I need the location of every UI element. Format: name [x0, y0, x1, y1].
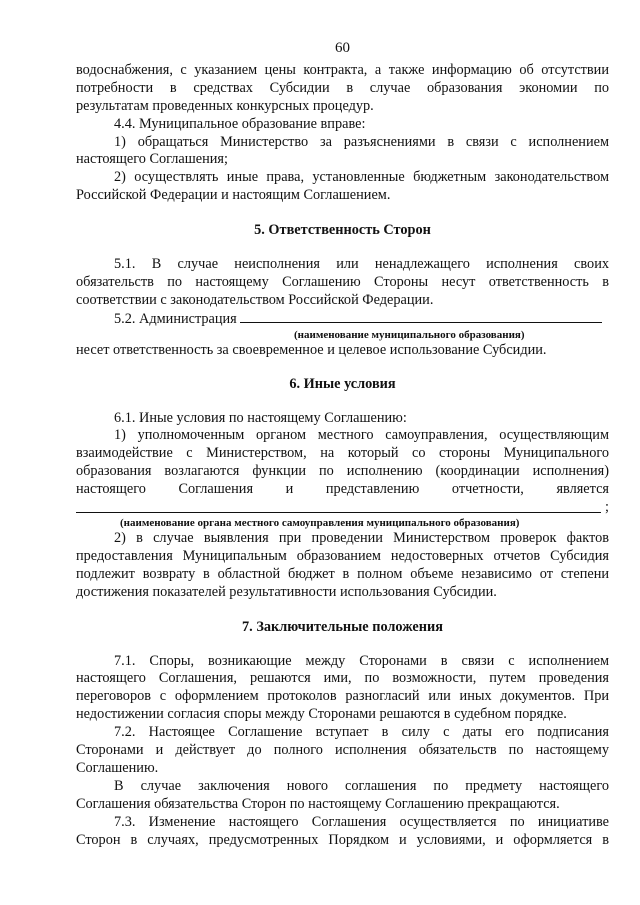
text-line: 6.1. Иные условия по настоящему Соглашению: [114, 409, 407, 426]
text-line: 1) уполномоченным органом местного самоуправления, осуществляющим [114, 427, 609, 444]
clause-7-2-continued [76, 778, 609, 814]
text-line: настоящего Соглашения и представлению отчетности, является [76, 481, 609, 498]
text-line: переговоров с оформлением протоколов разногласий или иных документов. При [76, 688, 609, 705]
clause-5-1 [76, 256, 609, 310]
text-line: Сторон в случаях, предусмотренных Порядком и условиями, и оформляется в [76, 831, 609, 848]
text-line: подлежит возврату в областной бюджет в полном объеме независимо от степени [76, 565, 609, 582]
text-line [76, 310, 609, 329]
text-line: Соглашению. [76, 760, 159, 776]
section-7-heading: 7. Заключительные положения [242, 618, 443, 635]
text-line: Российской Федерации и настоящим Соглашением. [76, 187, 391, 204]
text-line: взаимодействие с Министерством, на который со стороны Муниципального [76, 445, 609, 462]
clause-7-1 [76, 653, 609, 725]
text-line: недостижении согласия споры между Сторонами решаются в судебном порядке. [76, 706, 567, 723]
intro-paragraph [76, 62, 609, 116]
semicolon: ; [605, 499, 609, 516]
text-line: 1) обращаться Министерство за разъяснениями в связи с исполнением [114, 133, 609, 150]
field-caption: (наименование муниципального образования) [294, 328, 525, 341]
clause-label: 5.2. Администрация [114, 310, 237, 327]
text-line: настоящего Соглашения, решаются ими, по возможности, путем проведения [76, 670, 609, 687]
text-line: В случае заключения нового соглашения по предмету настоящего [114, 777, 609, 794]
clause-5-2 [76, 310, 609, 360]
clause-title: 4.4. Муниципальное образование вправе: [114, 115, 366, 132]
text-line: Соглашения обязательства Сторон по настоящему Соглашению прекращаются. [76, 795, 560, 812]
clause-6-1 [76, 410, 609, 602]
text-line: Сторонами и действует до полного исполнения обязательств по настоящему [76, 742, 609, 759]
section-5-heading: 5. Ответственность Сторон [254, 222, 431, 239]
section-6-heading: 6. Иные условия [289, 375, 396, 392]
text-line: 2) осуществлять иные права, установленные бюджетным законодательством [114, 169, 609, 186]
clause-7-2 [76, 724, 609, 778]
text-line: достижения показателей результативности использования Субсидии. [76, 583, 497, 600]
text-line: водоснабжения, с указанием цены контракта, а также информацию об отсутствии [76, 61, 609, 78]
text-line: предоставления Муниципальным образованием недостоверных отчетов Субсидия [76, 547, 609, 564]
text-line: соответствии с законодательством Российской Федерации. [76, 291, 434, 308]
text-line: 5.1. В случае неисполнения или ненадлежащего исполнения своих [114, 256, 609, 273]
clause-7-3 [76, 814, 609, 850]
text-line: 2) в случае выявления при проведении Министерством проверок фактов [114, 530, 609, 547]
text-line: образования возлагаются функции по исполнению (координации исполнения) [76, 463, 609, 480]
document-page [76, 40, 609, 850]
field-caption: (наименование органа местного самоуправления муниципального образования) [120, 517, 520, 530]
text-line: 7.2. Настоящее Соглашение вступает в силу с даты его подписания [114, 724, 609, 741]
text-line: 7.3. Изменение настоящего Соглашения осуществляется по инициативе [114, 813, 609, 830]
text-line: потребности в средствах Субсидии в случае образования экономии по [76, 79, 609, 96]
text-line: результатам проведенных конкурсных процедур. [76, 97, 374, 114]
text-line: несет ответственность за своевременное и целевое использование Субсидии. [76, 341, 547, 358]
blank-field-row [76, 499, 609, 517]
blank-field-line [76, 512, 601, 513]
text-line: настоящего Соглашения; [76, 151, 228, 168]
text-line: обязательств по настоящему Соглашению Стороны несут ответственность в [76, 273, 609, 290]
text-line: 7.1. Споры, возникающие между Сторонами в связи с исполнением [114, 652, 609, 669]
page-number: 60 [335, 40, 350, 56]
blank-field-line [240, 310, 602, 323]
clause-4-4 [76, 116, 609, 206]
